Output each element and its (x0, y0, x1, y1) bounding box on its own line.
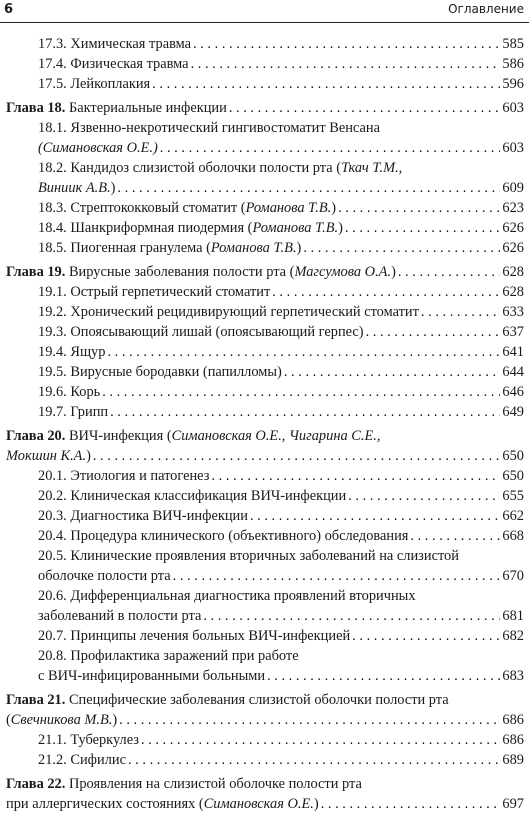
author-name: Симановская О.Е. (203, 796, 314, 812)
toc-entry-title (38, 238, 301, 258)
entry-text: 19.1. Острый герпетический стоматит (38, 284, 271, 300)
toc-line (38, 282, 524, 302)
toc-line (38, 158, 402, 178)
running-header (0, 0, 529, 23)
toc-page-number: 670 (502, 568, 524, 584)
toc-entry-title (6, 428, 380, 444)
toc-entry-title (38, 466, 209, 486)
toc-line (6, 262, 524, 282)
toc-page-number: 668 (502, 528, 524, 544)
entry-text: 19.7. Грипп (38, 404, 109, 420)
entry-text: ) (331, 200, 337, 216)
entry-text: ) (296, 240, 302, 256)
toc-entry-title (38, 606, 201, 626)
chapter-label: Глава 22. (6, 776, 66, 792)
dot-leader (364, 322, 500, 342)
toc-line (38, 666, 524, 686)
toc-page-number: 650 (502, 468, 524, 484)
toc-entry-title (38, 322, 364, 342)
dot-leader (419, 302, 500, 322)
entry-text: 19.3. Опоясывающий лишай (опоясывающий герпес) (38, 324, 364, 340)
toc-page-number: 585 (502, 36, 524, 52)
entry-text: 21.2. Сифилис (38, 752, 126, 768)
toc-page-number: 681 (502, 608, 524, 624)
dot-leader (158, 138, 500, 158)
toc-entry-title (6, 98, 227, 118)
toc-page-number: 596 (502, 76, 524, 92)
entry-text: при аллергических состояниях ( (6, 796, 204, 812)
dot-leader (301, 238, 500, 258)
toc-line (38, 750, 524, 770)
toc-page-number: 623 (502, 200, 524, 216)
dot-leader (265, 666, 500, 686)
toc-line (38, 586, 416, 606)
entry-text: 18.5. Пиогенная гранулема ( (38, 240, 211, 256)
toc-entry-title (38, 648, 299, 664)
toc-line (38, 322, 524, 342)
toc-page-number: 646 (502, 384, 524, 400)
toc-entry-title (6, 794, 319, 814)
dot-leader (139, 730, 500, 750)
dot-leader (115, 178, 500, 198)
toc-page-number: 609 (502, 180, 524, 196)
entry-text: Проявления на слизистой оболочке полости рта (65, 776, 362, 792)
toc-entry-title (38, 138, 158, 158)
toc-line (38, 54, 524, 74)
entry-text: 20.5. Клинические проявления вторичных заболеваний на слизистой (38, 548, 459, 564)
toc-page-number: 626 (502, 240, 524, 256)
entry-text: 19.6. Корь (38, 384, 101, 400)
toc-entry-title (38, 342, 105, 362)
toc-page-number: 628 (502, 264, 524, 280)
toc-entry-title (38, 526, 408, 546)
dot-leader (270, 282, 500, 302)
dot-leader (126, 750, 500, 770)
toc-line (38, 506, 524, 526)
dot-leader (350, 626, 500, 646)
toc-entry-title (38, 160, 402, 176)
toc-line (6, 774, 362, 794)
dot-leader (343, 218, 500, 238)
toc-line (38, 486, 524, 506)
author-name: Романова Т.В. (210, 240, 297, 256)
toc-line (38, 466, 524, 486)
toc-entry-title (38, 566, 171, 586)
toc-entry-title (38, 178, 115, 198)
toc-entry-title (6, 446, 91, 466)
toc-entry-title (38, 74, 150, 94)
toc-entry-title (38, 588, 416, 604)
dot-leader (91, 446, 500, 466)
dot-leader (108, 402, 500, 422)
entry-text: ) (110, 180, 116, 196)
author-name: Романова Т.В. (252, 220, 339, 236)
toc-page-number: 686 (502, 732, 524, 748)
toc-entry-title (38, 282, 270, 302)
toc-page-number: 655 (502, 488, 524, 504)
entry-text: ) (112, 712, 118, 728)
toc-line (38, 362, 524, 382)
toc-line (38, 74, 524, 94)
dot-leader (201, 606, 500, 626)
dot-leader (171, 566, 500, 586)
toc-page-number: 662 (502, 508, 524, 524)
toc-entry-title (38, 666, 265, 686)
toc-line (38, 238, 524, 258)
dot-leader (150, 74, 500, 94)
toc-line (38, 526, 524, 546)
toc-entry-title (38, 506, 248, 526)
chapter-label: Глава 19. (6, 264, 66, 280)
toc-line (38, 342, 524, 362)
toc-page-number: 633 (502, 304, 524, 320)
author-name: Романова Т.В. (245, 200, 332, 216)
dot-leader (282, 362, 500, 382)
toc-entry-title (38, 382, 100, 402)
toc-page-number: 626 (502, 220, 524, 236)
page-number: 6 (4, 2, 14, 17)
author-name: Свечникова М.В. (10, 712, 113, 728)
author-name: Виниик А.В. (38, 180, 111, 196)
toc-line (38, 730, 524, 750)
toc-entry-title (6, 710, 117, 730)
running-title: Оглавление (448, 2, 524, 16)
chapter-label: Глава 18. (6, 100, 66, 116)
toc-line (38, 218, 524, 238)
toc-line (38, 138, 524, 158)
toc-page-number: 603 (502, 100, 524, 116)
dot-leader (248, 506, 500, 526)
toc-page-number: 682 (502, 628, 524, 644)
toc-page-number: 683 (502, 668, 524, 684)
toc-entry-title (38, 120, 380, 136)
toc-line (38, 402, 524, 422)
entry-text: оболочке полости рта (38, 568, 171, 584)
toc-page-number: 649 (502, 404, 524, 420)
toc-entry-title (38, 750, 126, 770)
entry-text: Бактериальные инфекции (65, 100, 227, 116)
toc-line (38, 302, 524, 322)
toc-entry-title (6, 776, 362, 792)
entry-text: ) (338, 220, 343, 236)
entry-text: ) (391, 264, 396, 280)
entry-text: 20.3. Диагностика ВИЧ-инфекции (38, 508, 248, 524)
chapter-label: Глава 20. (6, 428, 66, 444)
toc-line (38, 198, 524, 218)
toc-line (38, 34, 524, 54)
toc-line (38, 178, 524, 198)
dot-leader (189, 54, 500, 74)
toc-page-number: 689 (502, 752, 524, 768)
entry-text: заболеваний в полости рта (38, 608, 202, 624)
toc-line (38, 606, 524, 626)
toc-line (6, 690, 449, 710)
toc-entry-title (38, 362, 282, 382)
author-name: Магсумова О.А. (294, 264, 392, 280)
entry-text: ) (86, 448, 91, 464)
author-name: Мокшин К.А. (6, 448, 87, 464)
entry-text: ) (313, 796, 319, 812)
toc-page-number: 644 (502, 364, 524, 380)
author-name: (Симановская О.Е.) (38, 140, 158, 156)
toc-line (38, 626, 524, 646)
entry-text: 18.4. Шанкриформная пиодермия ( (38, 220, 253, 236)
toc-page-number: 686 (502, 712, 524, 728)
toc-line (6, 710, 524, 730)
toc-line (38, 646, 299, 666)
toc-entry-title (38, 486, 346, 506)
toc-page-number: 697 (502, 796, 524, 812)
toc-line (38, 118, 380, 138)
toc-entry-title (38, 54, 189, 74)
chapter-label: Глава 21. (6, 692, 66, 708)
toc-line (38, 382, 524, 402)
toc-page-number: 637 (502, 324, 524, 340)
toc-line (38, 546, 459, 566)
toc-entry-title (38, 730, 139, 750)
toc-entry-title (6, 262, 396, 282)
entry-text: 17.4. Физическая травма (38, 56, 189, 72)
author-name: Симановская О.Е., Чигарина С.Е., (171, 428, 381, 444)
dot-leader (396, 262, 500, 282)
toc-entry-title (38, 34, 191, 54)
entry-text: 19.4. Ящур (38, 344, 106, 360)
dot-leader (336, 198, 500, 218)
entry-text: 18.1. Язвенно-некротический гингивостоматит Венсана (38, 120, 380, 136)
toc-line (6, 426, 380, 446)
entry-text: 17.5. Лейкоплакия (38, 76, 151, 92)
dot-leader (346, 486, 500, 506)
dot-leader (117, 710, 500, 730)
dot-leader (408, 526, 500, 546)
toc-page-number: 586 (502, 56, 524, 72)
toc-entry-title (38, 626, 350, 646)
toc-entry-title (38, 548, 459, 564)
entry-text: ( (6, 712, 11, 728)
dot-leader (100, 382, 500, 402)
entry-text: 20.2. Клиническая классификация ВИЧ-инфекции (38, 488, 347, 504)
dot-leader (191, 34, 500, 54)
entry-text: 20.6. Дифференциальная диагностика проявлений вторичных (38, 588, 416, 604)
dot-leader (209, 466, 500, 486)
entry-text: 21.1. Туберкулез (38, 732, 139, 748)
toc-line (38, 566, 524, 586)
entry-text: Вирусные заболевания полости рта ( (65, 264, 295, 280)
toc-line (6, 794, 524, 814)
toc-entry-title (6, 692, 449, 708)
toc-page-number: 650 (502, 448, 524, 464)
toc-line (6, 446, 524, 466)
entry-text: 20.1. Этиология и патогенез (38, 468, 210, 484)
entry-text: 20.7. Принципы лечения больных ВИЧ-инфекцией (38, 628, 351, 644)
entry-text: 19.5. Вирусные бородавки (папилломы) (38, 364, 282, 380)
entry-text: ВИЧ-инфекция ( (65, 428, 172, 444)
entry-text: 17.3. Химическая травма (38, 36, 192, 52)
toc-entry-title (38, 302, 419, 322)
dot-leader (227, 98, 500, 118)
toc-entry-title (38, 198, 336, 218)
toc-entry-title (38, 402, 108, 422)
dot-leader (105, 342, 500, 362)
entry-text: 19.2. Хронический рецидивирующий герпетический стоматит (38, 304, 419, 320)
entry-text: Специфические заболевания слизистой оболочки полости рта (65, 692, 449, 708)
toc-entry-title (38, 218, 343, 238)
toc-line (6, 98, 524, 118)
entry-text: 20.4. Процедура клинического (объективного) обследования (38, 528, 409, 544)
entry-text: 18.2. Кандидоз слизистой оболочки полости рта ( (38, 160, 342, 176)
author-name: Ткач Т.М., (341, 160, 403, 176)
entry-text: 20.8. Профилактика заражений при работе (38, 648, 299, 664)
dot-leader (319, 794, 500, 814)
toc-page-number: 603 (502, 140, 524, 156)
toc-page-number: 641 (502, 344, 524, 360)
toc-page-number: 628 (502, 284, 524, 300)
entry-text: с ВИЧ-инфицированными больными (38, 668, 266, 684)
entry-text: 18.3. Стрептококковый стоматит ( (38, 200, 246, 216)
